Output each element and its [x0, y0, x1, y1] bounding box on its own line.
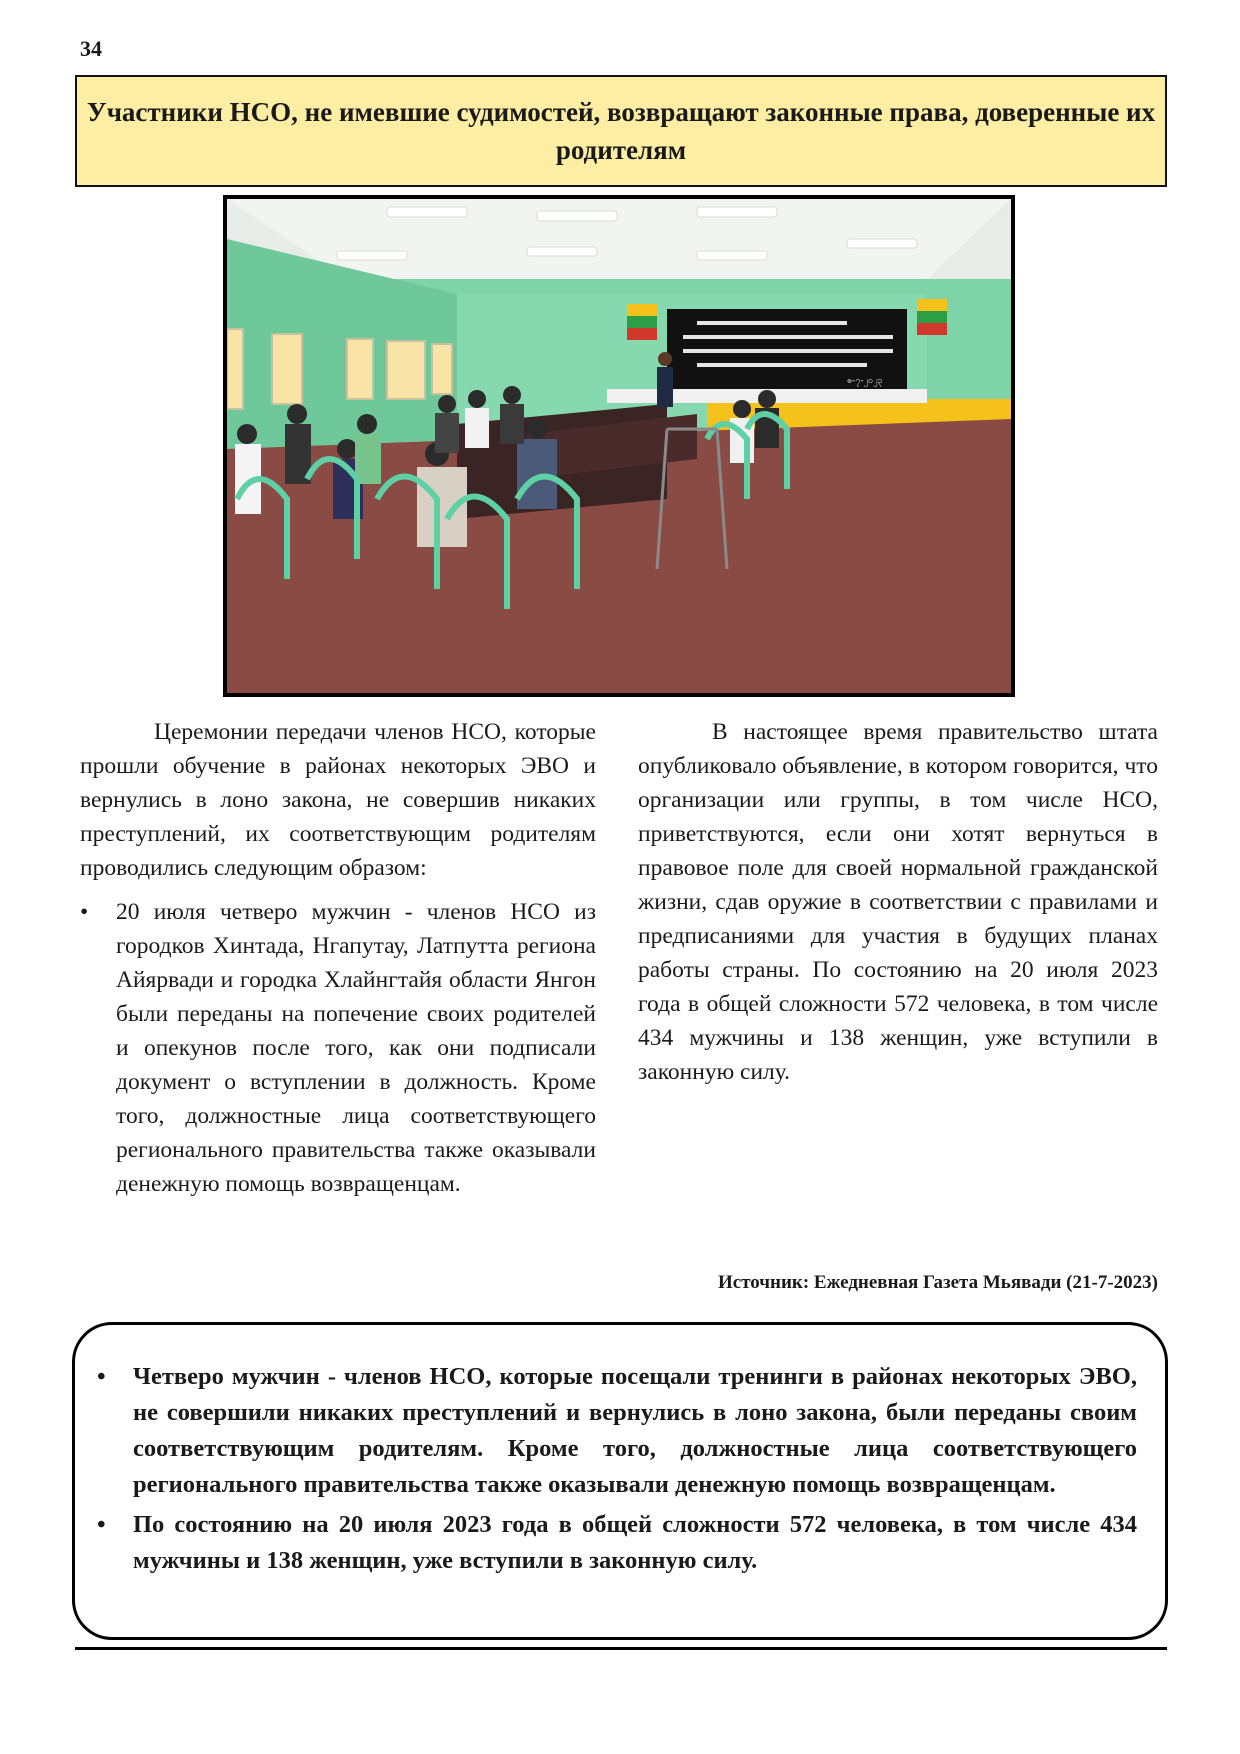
summary-item: [97, 1359, 1137, 1503]
bullet-icon: •: [97, 1511, 106, 1538]
intro-paragraph: Церемонии передачи членов НСО, которые прошли обучение в районах некоторых ЭВО и вернулись в лоно закона, не совершив никаких преступлений, их соответствующим родителям проводились следующим образом:: [80, 719, 596, 881]
banner-text: ၜ-၇-၂၀၂၃: [847, 376, 883, 386]
list-item: [80, 895, 596, 1201]
source-citation: Источник: Ежедневная Газета Мьявади (21-7-2023): [718, 1272, 1158, 1293]
announcement-paragraph: В настоящее время правительство штата опубликовало объявление, в котором говорится, что организации или группы, в том числе НСО, приветствуются, если они хотят вернуться в правовое поле для своей нормальной гражданской жизни, сдав оружие в соответствии с правилами и предписаниями для участия в будущих планах работы страны. По состоянию на 20 июля 2023 года в общей сложности 572 человека, в том числе 434 мужчины и 138 женщин, уже вступили в законную силу.: [638, 719, 1158, 1085]
summary-item-text: По состоянию на 20 июля 2023 года в общей сложности 572 человека, в том числе 434 мужчины и 138 женщин, уже вступили в законную силу.: [133, 1511, 1137, 1574]
event-list: [80, 895, 596, 1201]
event-photo: [223, 195, 1015, 697]
bottom-divider: [75, 1647, 1167, 1650]
page-title: Участники НСО, не имевшие судимостей, возвращают законные права, доверенные их родителям: [86, 97, 1156, 165]
list-item-text: 20 июля четверо мужчин - членов НСО из городков Хинтада, Нгапутау, Латпутта региона Айярвади и городка Хлайнгтайя области Янгон были переданы на попечение своих родителей и опекунов после того, как они подписали документ о вступлении в должность. Кроме того, должностные лица соответствующего регионального правительства также оказывали денежную помощь возвращенцам.: [116, 899, 596, 1197]
left-column: [80, 715, 596, 1201]
summary-list: [75, 1325, 1165, 1579]
title-box: [75, 75, 1167, 187]
summary-item-text: Четверо мужчин - членов НСО, которые посещали тренинги в районах некоторых ЭВО, не совершили никаких преступлений и вернулись в лоно закона, были переданы своим соответствующим родителям. Кроме того, должностные лица соответствующего регионального правительства также оказывали денежную помощь возвращенцам.: [133, 1363, 1137, 1498]
page-number: 34: [80, 36, 102, 61]
bullet-icon: •: [97, 1363, 106, 1390]
bullet-icon: •: [80, 899, 89, 925]
summary-box: [72, 1322, 1168, 1640]
summary-item: [97, 1507, 1137, 1579]
right-column: [638, 715, 1158, 1089]
